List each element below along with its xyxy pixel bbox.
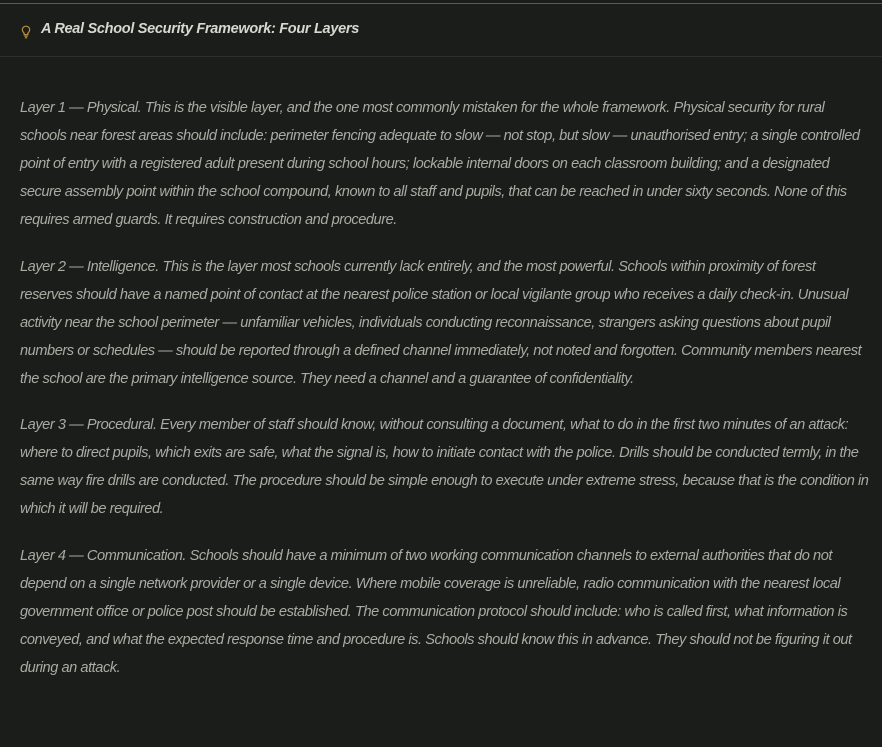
section-header [0,4,882,57]
paragraph-layer-4: Layer 4 — Communication. Schools should have a minimum of two working communication channels to external authorities that do not depend on a single network provider or a single device. Where mobile coverage is unreliable, radio communication with the nearest local government office or police post should be established. The communication protocol should include: who is called first, what information is conveyed, and what the expected response time and procedure is. Schools should know this in advance. They should not be figuring it out during an attack. [20,547,852,676]
paragraph-layer-3: Layer 3 — Procedural. Every member of staff should know, without consulting a document, what to do in the first two minutes of an attack: where to direct pupils, which exits are safe, what the signal is, how to initiate contact with the police. Drills should be conducted termly, in the same way fire drills are conducted. The procedure should be simple enough to execute under extreme stress, because that is the condition in which it will be required. [20,417,869,517]
article-body [20,94,870,700]
page-title: A Real School Security Framework: Four Layers [41,21,359,37]
paragraph-layer-2: Layer 2 — Intelligence. This is the layer most schools currently lack entirely, and the most powerful. Schools within proximity of forest reserves should have a named point of contact at the nearest police station or local vigilante group who receives a daily check-in. Unusual activity near the school perimeter — unfamiliar vehicles, individuals conducting reconnaissance, strangers asking questions about pupil numbers or schedules — should be reported through a defined channel immediately, not noted and forgotten. Community members nearest the school are the primary intelligence source. They need a channel and a guarantee of confidentiality. [20,258,862,387]
lightbulb-icon [21,25,31,39]
paragraph-layer-1: Layer 1 — Physical. This is the visible layer, and the one most commonly mistaken for the whole framework. Physical security for rural schools near forest areas should include: perimeter fencing adequate to slow — not stop, but slow — unauthorised entry; a single controlled point of entry with a registered adult present during school hours; lockable internal doors on each classroom building; and a designated secure assembly point within the school compound, known to all staff and pupils, that can be reached in under sixty seconds. None of this requires armed guards. It requires construction and procedure. [20,100,860,228]
